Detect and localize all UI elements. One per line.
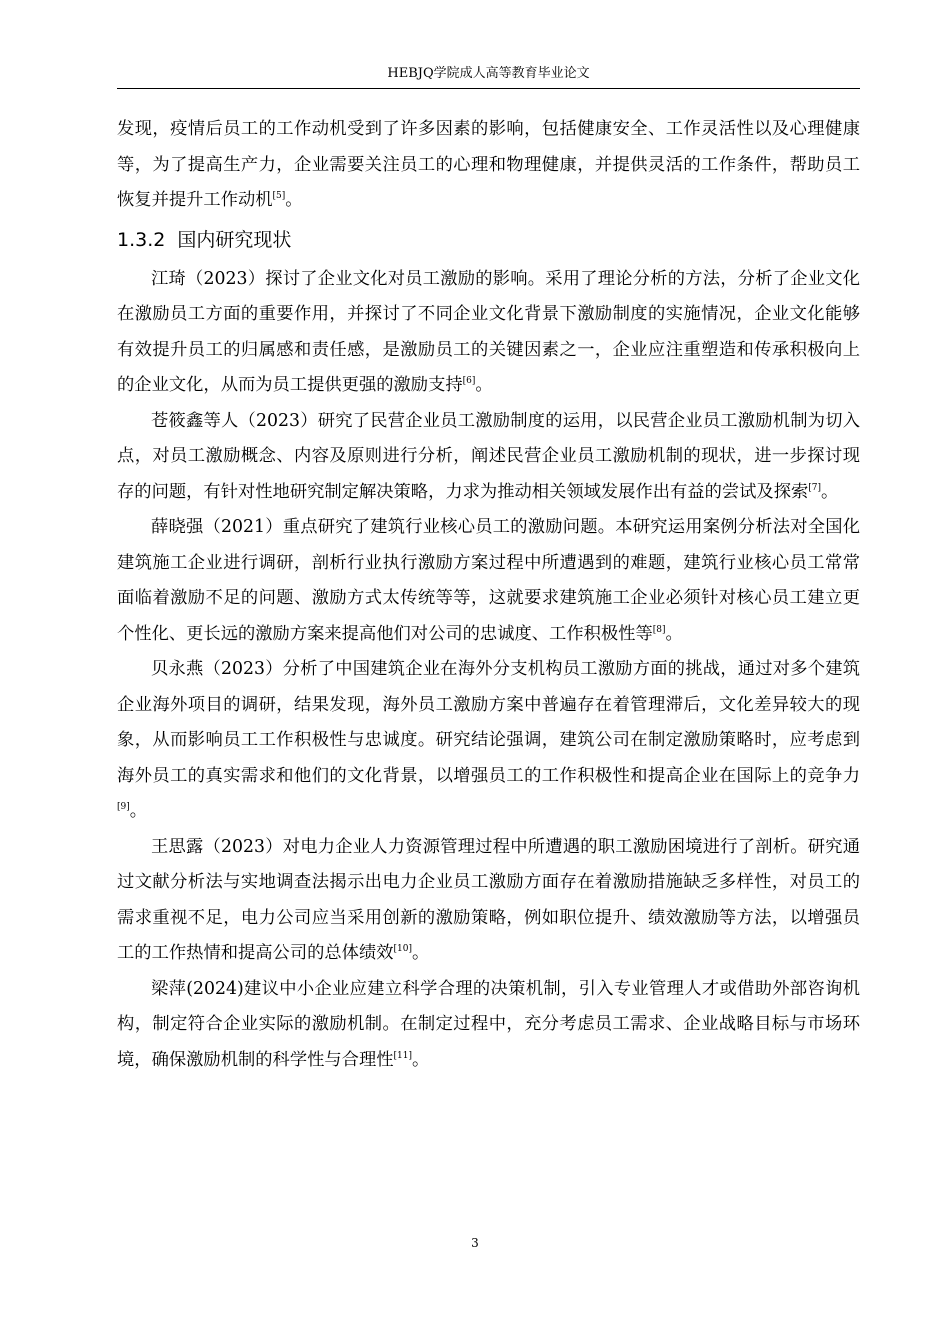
citation-marker: [11] — [393, 1050, 412, 1061]
paragraph-end: 。 — [412, 1049, 430, 1070]
paragraph-text: 江琦（2023）探讨了企业文化对员工激励的影响。采用了理论分析的方法，分析了企业文化在激励员工方面的重要作用，并探讨了不同企业文化背景下激励制度的实施情况，企业文化能够有效提升员工的归属感和责任感，是激励员工的关键因素之一，企业应注重塑造和传承积极向上的企业文化，从而为员工提供更强的激励支持 — [117, 268, 860, 395]
body-paragraph — [117, 510, 860, 652]
body-paragraph — [117, 262, 860, 404]
paragraph-text: 贝永燕（2023）分析了中国建筑企业在海外分支机构员工激励方面的挑战，通过对多个建筑企业海外项目的调研，结果发现，海外员工激励方案中普遍存在着管理滞后，文化差异较大的现象，从而影响员工工作积极性与忠诚度。研究结论强调，建筑公司在制定激励策略时，应考虑到海外员工的真实需求和他们的文化背景，以增强员工的工作积极性和提高企业在国际上的竞争力 — [117, 659, 860, 786]
paragraph-text: 王思露（2023）对电力企业人力资源管理过程中所遭遇的职工激励困境进行了剖析。研究通过文献分析法与实地调查法揭示出电力企业员工激励方面存在着激励措施缺乏多样性，对员工的需求重视不足，电力公司应当采用创新的激励策略，例如职位提升、绩效激励等方法，以增强员工的工作热情和提高公司的总体绩效 — [117, 836, 860, 963]
body-paragraph — [117, 404, 860, 511]
paragraph-text: 发现，疫情后员工的工作动机受到了许多因素的影响，包括健康安全、工作灵活性以及心理健康等，为了提高生产力，企业需要关注员工的心理和物理健康，并提供灵活的工作条件，帮助员工恢复并提升工作动机 — [117, 119, 860, 210]
citation-marker: [6] — [462, 376, 476, 386]
citation-marker: [7] — [808, 482, 822, 493]
citation-marker: [5] — [272, 191, 286, 201]
body-paragraph — [117, 112, 860, 219]
section-title: 国内研究现状 — [177, 228, 292, 251]
page-number: 3 — [471, 1236, 479, 1250]
page-body — [117, 112, 860, 1078]
paragraph-end: 。 — [412, 943, 430, 963]
paragraph-text: 苍筱鑫等人（2023）研究了民营企业员工激励制度的运用，以民营企业员工激励机制为切入点，对员工激励概念、内容及原则进行分析，阐述民营企业员工激励机制的现状，进一步探讨现存的问题，有针对性地研究制定解决策略，力求为推动相关领域发展作出有益的尝试及探索 — [117, 410, 860, 502]
section-number: 1.3.2 — [117, 228, 166, 251]
citation-marker: [10] — [393, 944, 412, 954]
paragraph-text: 梁萍(2024)建议中小企业应建立科学合理的决策机制，引入专业管理人才或借助外部咨询机构，制定符合企业实际的激励机制。在制定过程中，充分考虑员工需求、企业战略目标与市场环境，确保激励机制的科学性与合理性 — [117, 978, 860, 1070]
paragraph-end: 。 — [821, 481, 839, 502]
citation-marker: [9] — [117, 802, 130, 812]
citation-marker: [8] — [652, 624, 666, 635]
body-paragraph — [117, 830, 860, 972]
body-paragraph — [117, 652, 860, 830]
body-paragraph — [117, 972, 860, 1079]
running-header: HEBJQ学院成人高等教育毕业论文 — [387, 66, 590, 81]
paragraph-end: 。 — [129, 801, 148, 821]
header-divider — [117, 88, 860, 89]
paragraph-end: 。 — [285, 190, 303, 210]
section-heading — [117, 223, 860, 257]
paragraph-end: 。 — [665, 623, 683, 644]
paragraph-end: 。 — [475, 375, 493, 395]
paragraph-text: 薛晓强（2021）重点研究了建筑行业核心员工的激励问题。本研究运用案例分析法对全国化建筑施工企业进行调研，剖析行业执行激励方案过程中所遭遇到的难题，建筑行业核心员工常常面临着激励不足的问题、激励方式太传统等等，这就要求建筑施工企业必须针对核心员工建立更个性化、更长远的激励方案来提高他们对公司的忠诚度、工作积极性等 — [117, 517, 860, 644]
